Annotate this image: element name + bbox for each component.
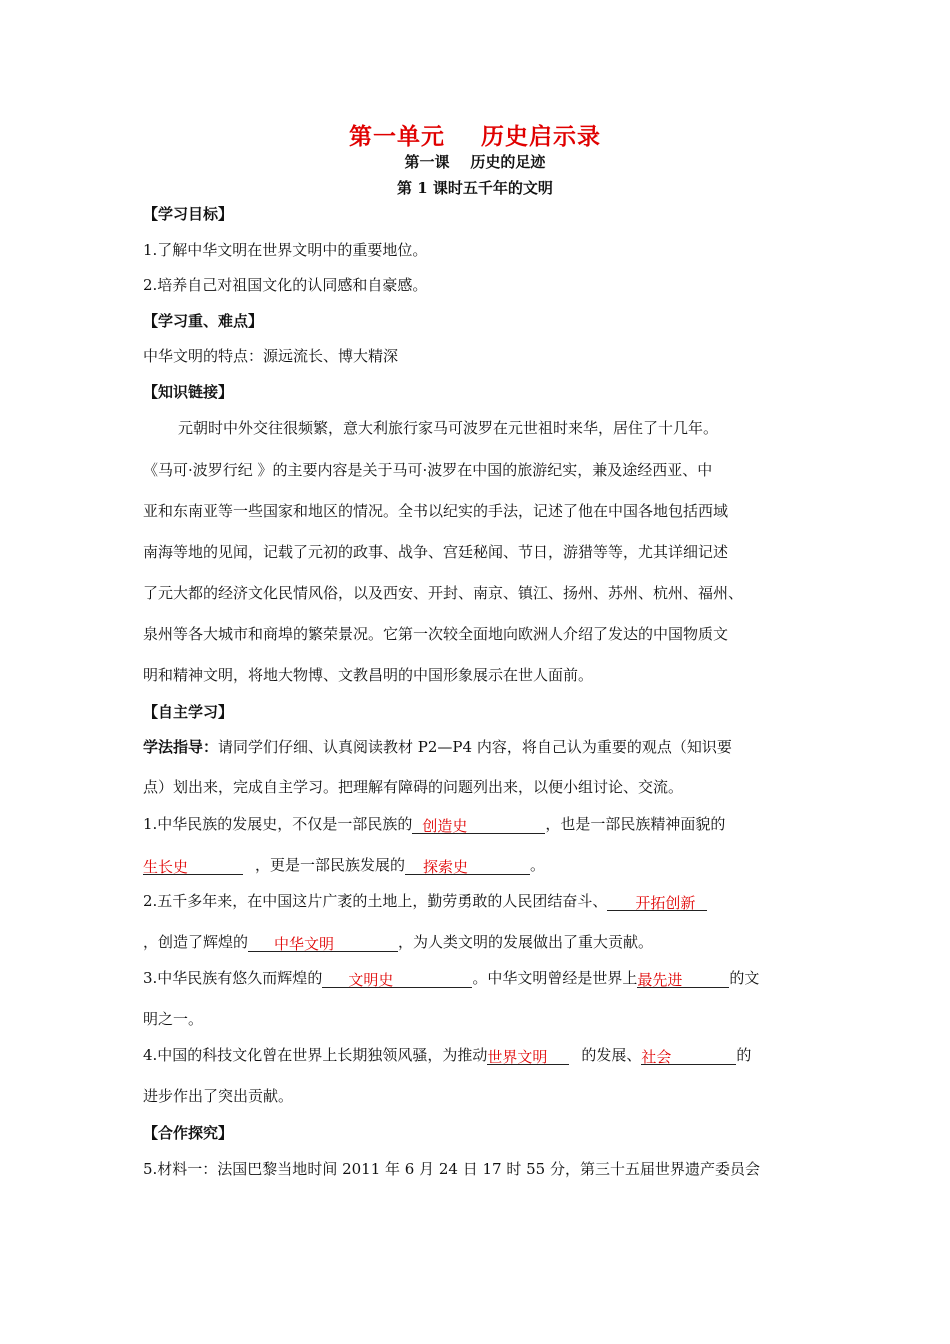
q1-text-d: 。 bbox=[530, 856, 546, 874]
q2-blank-2 bbox=[248, 934, 398, 952]
q1-blank-1 bbox=[412, 816, 545, 834]
key-heading: 【学习重、难点】 bbox=[143, 312, 264, 330]
q2-answer-2: 中华文明 bbox=[274, 935, 335, 953]
q3-text-a: 3.中华民族有悠久而辉煌的 bbox=[143, 969, 323, 987]
q3-answer-1: 文明史 bbox=[348, 971, 394, 989]
q4-text-a: 4.中国的科技文化曾在世界上长期独领风骚，为推动 bbox=[143, 1046, 488, 1064]
q3-blank-1 bbox=[322, 970, 472, 988]
q4-blank-1 bbox=[487, 1047, 569, 1065]
method-label: 学法指导： bbox=[143, 738, 219, 756]
question-5: 5.材料一：法国巴黎当地时间 2011 年 6 月 24 日 17 时 55 分，第三十五届世界遗产委员会 bbox=[143, 1160, 760, 1178]
method-text: 请同学们仔细、认真阅读教材 P2—P4 内容，将自己认为重要的观点（知识要 bbox=[218, 738, 732, 756]
q4-text-b: 的发展、 bbox=[581, 1046, 642, 1064]
objectives-heading: 【学习目标】 bbox=[143, 205, 234, 223]
question-2 bbox=[143, 891, 823, 911]
q4-answer-2: 社会 bbox=[641, 1048, 672, 1066]
q1-blank-2 bbox=[143, 857, 243, 875]
period-title: 第 1 课时五千年的文明 bbox=[397, 179, 553, 197]
q2-text-b: ，创造了辉煌的 bbox=[143, 933, 249, 951]
link-paragraph-line: 元朝时中外交往很频繁，意大利旅行家马可波罗在元世祖时来华，居住了十几年。 bbox=[178, 419, 719, 437]
q3-answer-2: 最先进 bbox=[637, 971, 683, 989]
q2-text-a: 2.五千多年来，在中国这片广袤的土地上，勤劳勇敢的人民团结奋斗、 bbox=[143, 892, 608, 910]
q2-answer-1: 开拓创新 bbox=[635, 894, 696, 912]
q3-text-c: 的文 bbox=[729, 969, 760, 987]
link-paragraph-line: 明和精神文明，将地大物博、文教昌明的中国形象展示在世人面前。 bbox=[143, 666, 594, 684]
q1-answer-2: 生长史 bbox=[143, 858, 189, 876]
link-paragraph-line: 亚和东南亚等一些国家和地区的情况。全书以纪实的手法，记述了他在中国各地包括西域 bbox=[143, 502, 729, 520]
question-1 bbox=[143, 814, 823, 834]
method-line bbox=[143, 737, 823, 757]
link-paragraph-line: 泉州等各大城市和商埠的繁荣景况。它第一次较全面地向欧洲人介绍了发达的中国物质文 bbox=[143, 625, 729, 643]
q4-text-c: 的 bbox=[736, 1046, 752, 1064]
key-text: 中华文明的特点：源远流长、博大精深 bbox=[143, 347, 399, 365]
link-paragraph-line: 南海等地的见闻，记载了元初的政事、战争、宫廷秘闻、节日，游猎等等，尤其详细记述 bbox=[143, 543, 729, 561]
q2-text-c: ，为人类文明的发展做出了重大贡献。 bbox=[398, 933, 654, 951]
question-2-cont bbox=[143, 932, 823, 952]
q1-blank-3 bbox=[405, 857, 530, 875]
objective-item: 1.了解中华文明在世界文明中的重要地位。 bbox=[143, 241, 428, 259]
question-3 bbox=[143, 968, 823, 988]
q1-text-a: 1.中华民族的发展史，不仅是一部民族的 bbox=[143, 815, 413, 833]
question-4 bbox=[143, 1045, 823, 1065]
q1-text-b: ，也是一部民族精神面貌的 bbox=[545, 815, 726, 833]
method-line-2: 点）划出来，完成自主学习。把理解有障碍的问题列出来，以便小组讨论、交流。 bbox=[143, 778, 684, 796]
cooperation-heading: 【合作探究】 bbox=[143, 1124, 234, 1142]
q3-text-b: 。中华文明曾经是世界上 bbox=[472, 969, 638, 987]
q4-blank-2 bbox=[641, 1047, 736, 1065]
question-4-cont: 进步作出了突出贡献。 bbox=[143, 1087, 294, 1105]
unit-title: 第一单元 历史启示录 bbox=[348, 123, 602, 150]
q4-answer-1: 世界文明 bbox=[487, 1048, 548, 1066]
question-3-cont: 明之一。 bbox=[143, 1010, 204, 1028]
q3-blank-2 bbox=[637, 970, 729, 988]
question-1-cont bbox=[143, 855, 823, 875]
q1-text-c: ，更是一部民族发展的 bbox=[255, 856, 406, 874]
objective-item: 2.培养自己对祖国文化的认同感和自豪感。 bbox=[143, 276, 428, 294]
link-paragraph-line: 《马可·波罗行纪 》的主要内容是关于马可·波罗在中国的旅游纪实，兼及途经西亚、中 bbox=[143, 461, 713, 479]
link-heading: 【知识链接】 bbox=[143, 383, 234, 401]
q2-blank-1 bbox=[607, 893, 707, 911]
link-paragraph-line: 了元大都的经济文化民情风俗，以及西安、开封、南京、镇江、扬州、苏州、杭州、福州、 bbox=[143, 584, 744, 602]
lesson-title: 第一课 历史的足迹 bbox=[404, 153, 546, 171]
q1-answer-1: 创造史 bbox=[422, 817, 468, 835]
self-study-heading: 【自主学习】 bbox=[143, 703, 234, 721]
q1-answer-3: 探索史 bbox=[423, 858, 469, 876]
